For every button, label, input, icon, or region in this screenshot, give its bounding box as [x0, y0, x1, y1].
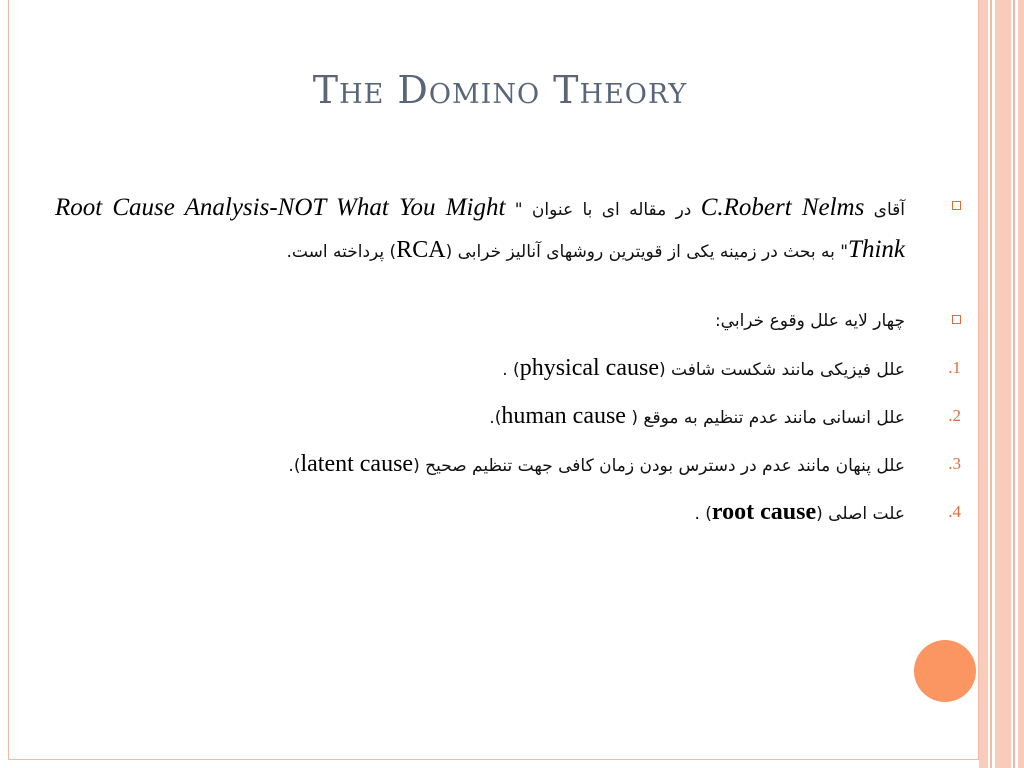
- list-number: 3.: [948, 454, 961, 473]
- list-item-suffix: ).: [489, 408, 502, 428]
- list-item-latent: [55, 441, 961, 489]
- list-item-term: root cause: [711, 499, 817, 525]
- cause-list: [55, 345, 961, 537]
- list-item-term: latent cause: [300, 451, 414, 477]
- list-item-root: [55, 489, 961, 537]
- list-item-text: علل پنهان مانند عدم در دسترس بودن زمان کافی جهت تنظیم صحیح (: [413, 456, 905, 476]
- list-item-term: human cause: [501, 403, 626, 429]
- list-item-physical: [55, 345, 961, 393]
- article-title: Root Cause Analysis-NOT What You Might Think: [55, 194, 905, 263]
- p2-text: چهار لایه علل وقوع خرابي:: [714, 311, 905, 331]
- decorative-stripe: [990, 0, 992, 768]
- list-item-human: [55, 393, 961, 441]
- square-bullet-icon: [952, 201, 961, 210]
- paragraph-nelms: [55, 188, 935, 272]
- slide-body: [55, 188, 961, 537]
- list-item-suffix: ) .: [502, 360, 520, 380]
- decorative-stripe: [1013, 0, 1015, 768]
- p1-text-3: " به بحث در زمینه یکی از قویترین روشهای آنالیز خرابی (: [445, 242, 849, 262]
- decorative-stripe: [1018, 0, 1024, 768]
- square-bullet-icon: [952, 315, 961, 324]
- list-number: 1.: [948, 358, 961, 377]
- list-number: 4.: [948, 502, 961, 521]
- orange-circle-decoration: [914, 640, 976, 702]
- list-item-text: علت اصلی (: [816, 504, 905, 524]
- rca-abbrev: RCA: [396, 237, 446, 263]
- p1-text-4: ) پرداخته است.: [286, 242, 397, 262]
- list-item-text: علل فیزیکی مانند شکست شافت (: [658, 360, 905, 380]
- list-item-suffix: ).: [288, 456, 301, 476]
- list-item-suffix: ) .: [694, 504, 712, 524]
- list-item-term: physical cause: [519, 355, 659, 381]
- decorative-stripe: [979, 0, 988, 768]
- p1-text-1: آقای: [864, 200, 905, 220]
- list-number: 2.: [948, 406, 961, 425]
- decorative-stripe: [995, 0, 1011, 768]
- list-item-text: علل انسانی مانند عدم تنظیم به موقع (: [625, 408, 905, 428]
- author-name: C.Robert Nelms: [700, 194, 865, 221]
- paragraph-four-layers: [55, 302, 935, 341]
- slide-title: The Domino Theory: [312, 68, 688, 112]
- p1-text-2: در مقاله ای با عنوان ": [505, 200, 701, 220]
